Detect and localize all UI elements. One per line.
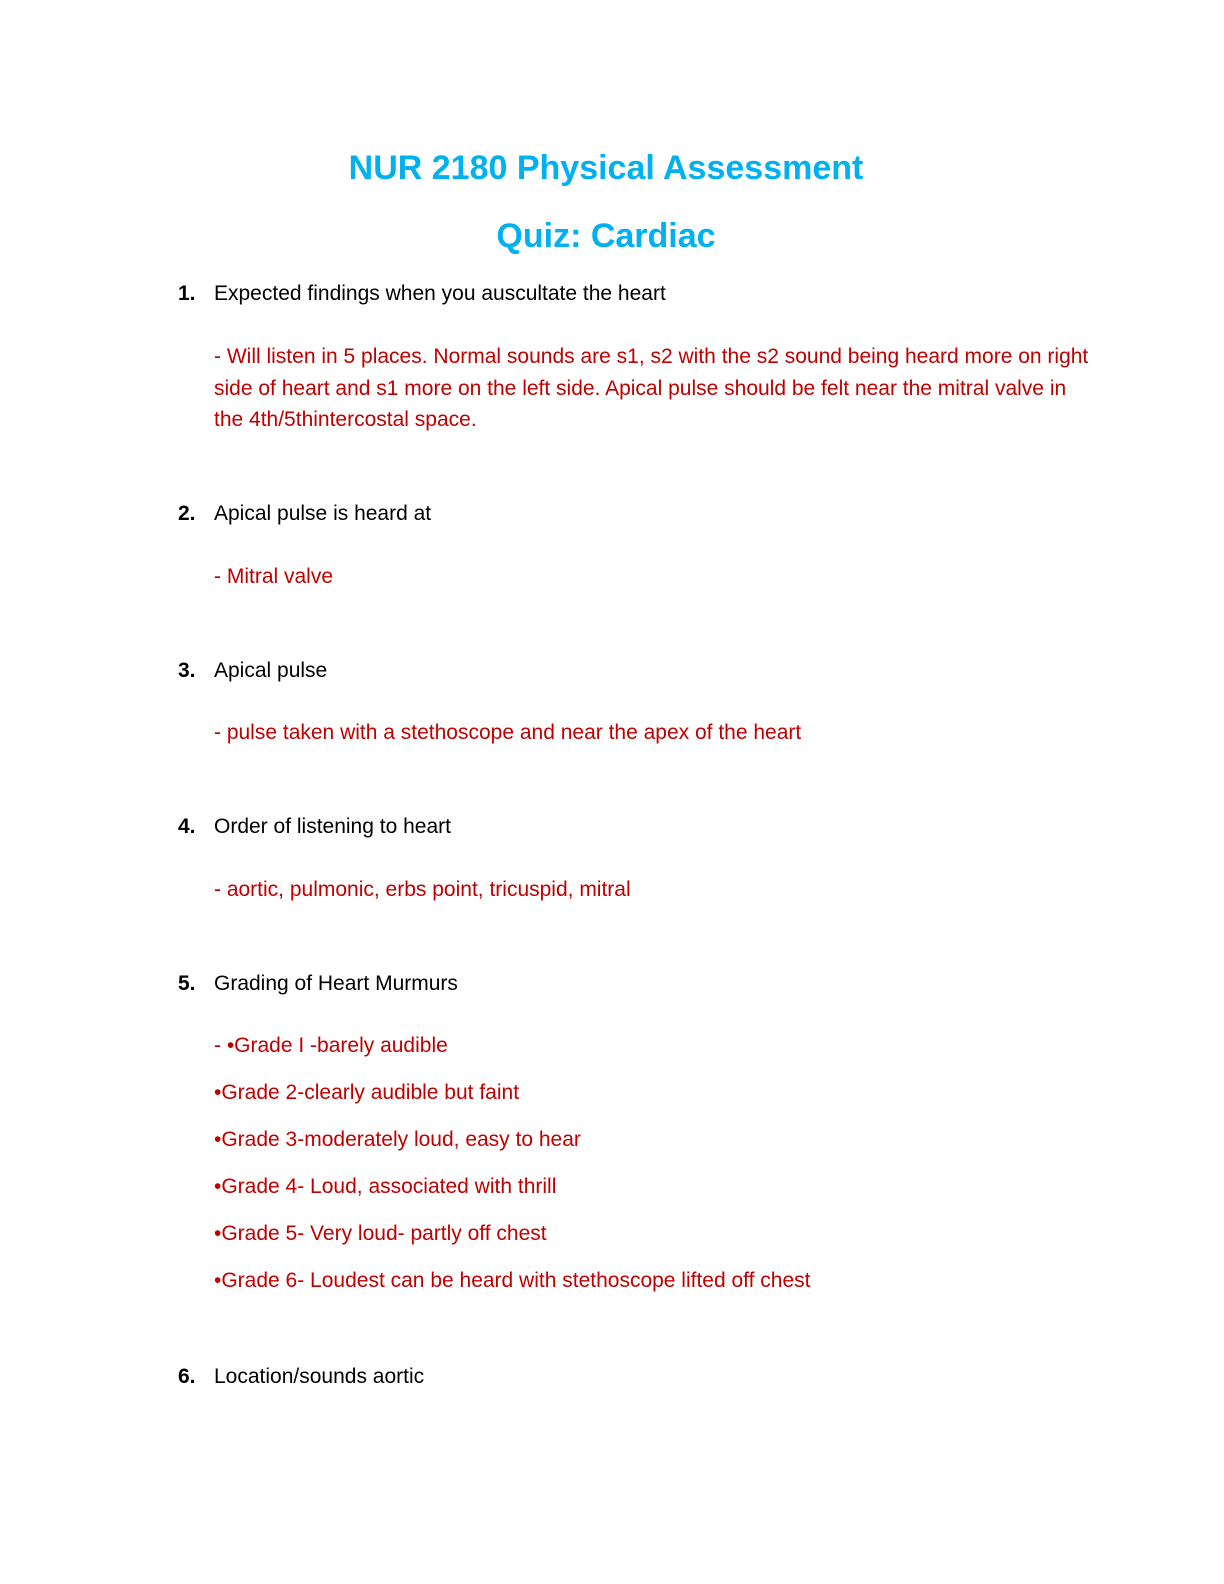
grade-line: •Grade 5- Very loud- partly off chest bbox=[214, 1222, 547, 1245]
answer-text: - Mitral valve bbox=[214, 565, 334, 588]
document-subtitle: Quiz: Cardiac bbox=[496, 217, 716, 255]
question-number: 6. bbox=[178, 1365, 196, 1388]
grade-line: •Grade 4- Loud, associated with thrill bbox=[214, 1175, 557, 1198]
question-number: 1. bbox=[178, 282, 196, 305]
question-text: Location/sounds aortic bbox=[214, 1365, 425, 1388]
document-title: NUR 2180 Physical Assessment bbox=[348, 149, 864, 187]
question-text: Grading of Heart Murmurs bbox=[214, 972, 458, 995]
question-1 bbox=[178, 281, 666, 307]
answer-1 bbox=[214, 341, 1094, 436]
answer-text: - pulse taken with a stethoscope and near the apex of the heart bbox=[214, 721, 802, 744]
question-number: 2. bbox=[178, 502, 196, 525]
answer-text: - aortic, pulmonic, erbs point, tricuspid, mitral bbox=[214, 878, 631, 901]
grade-line: - •Grade I -barely audible bbox=[214, 1034, 448, 1057]
answer-4 bbox=[214, 874, 1094, 906]
question-text: Order of listening to heart bbox=[214, 815, 451, 838]
question-number: 4. bbox=[178, 815, 196, 838]
question-text: Apical pulse is heard at bbox=[214, 502, 432, 525]
answer-5-grades bbox=[214, 1030, 1094, 1312]
question-number: 3. bbox=[178, 659, 196, 682]
grade-line: •Grade 6- Loudest can be heard with stethoscope lifted off chest bbox=[214, 1269, 811, 1292]
question-text: Apical pulse bbox=[214, 659, 328, 682]
question-number: 5. bbox=[178, 972, 196, 995]
question-2 bbox=[178, 501, 431, 527]
question-3 bbox=[178, 658, 327, 684]
answer-2 bbox=[214, 561, 1094, 593]
answer-3 bbox=[214, 717, 1094, 749]
grade-line: •Grade 3-moderately loud, easy to hear bbox=[214, 1128, 581, 1151]
question-6 bbox=[178, 1364, 424, 1390]
question-5 bbox=[178, 971, 458, 997]
grade-line: •Grade 2-clearly audible but faint bbox=[214, 1081, 520, 1104]
answer-text: - Will listen in 5 places. Normal sounds are s1, s2 with the s2 sound being heard more on right side of heart and s1 more on the left side. Apical pulse should be felt near the mitral valve in the 4th/5thintercostal space. bbox=[214, 345, 1089, 431]
question-text: Expected findings when you auscultate the heart bbox=[214, 282, 666, 305]
question-4 bbox=[178, 814, 451, 840]
